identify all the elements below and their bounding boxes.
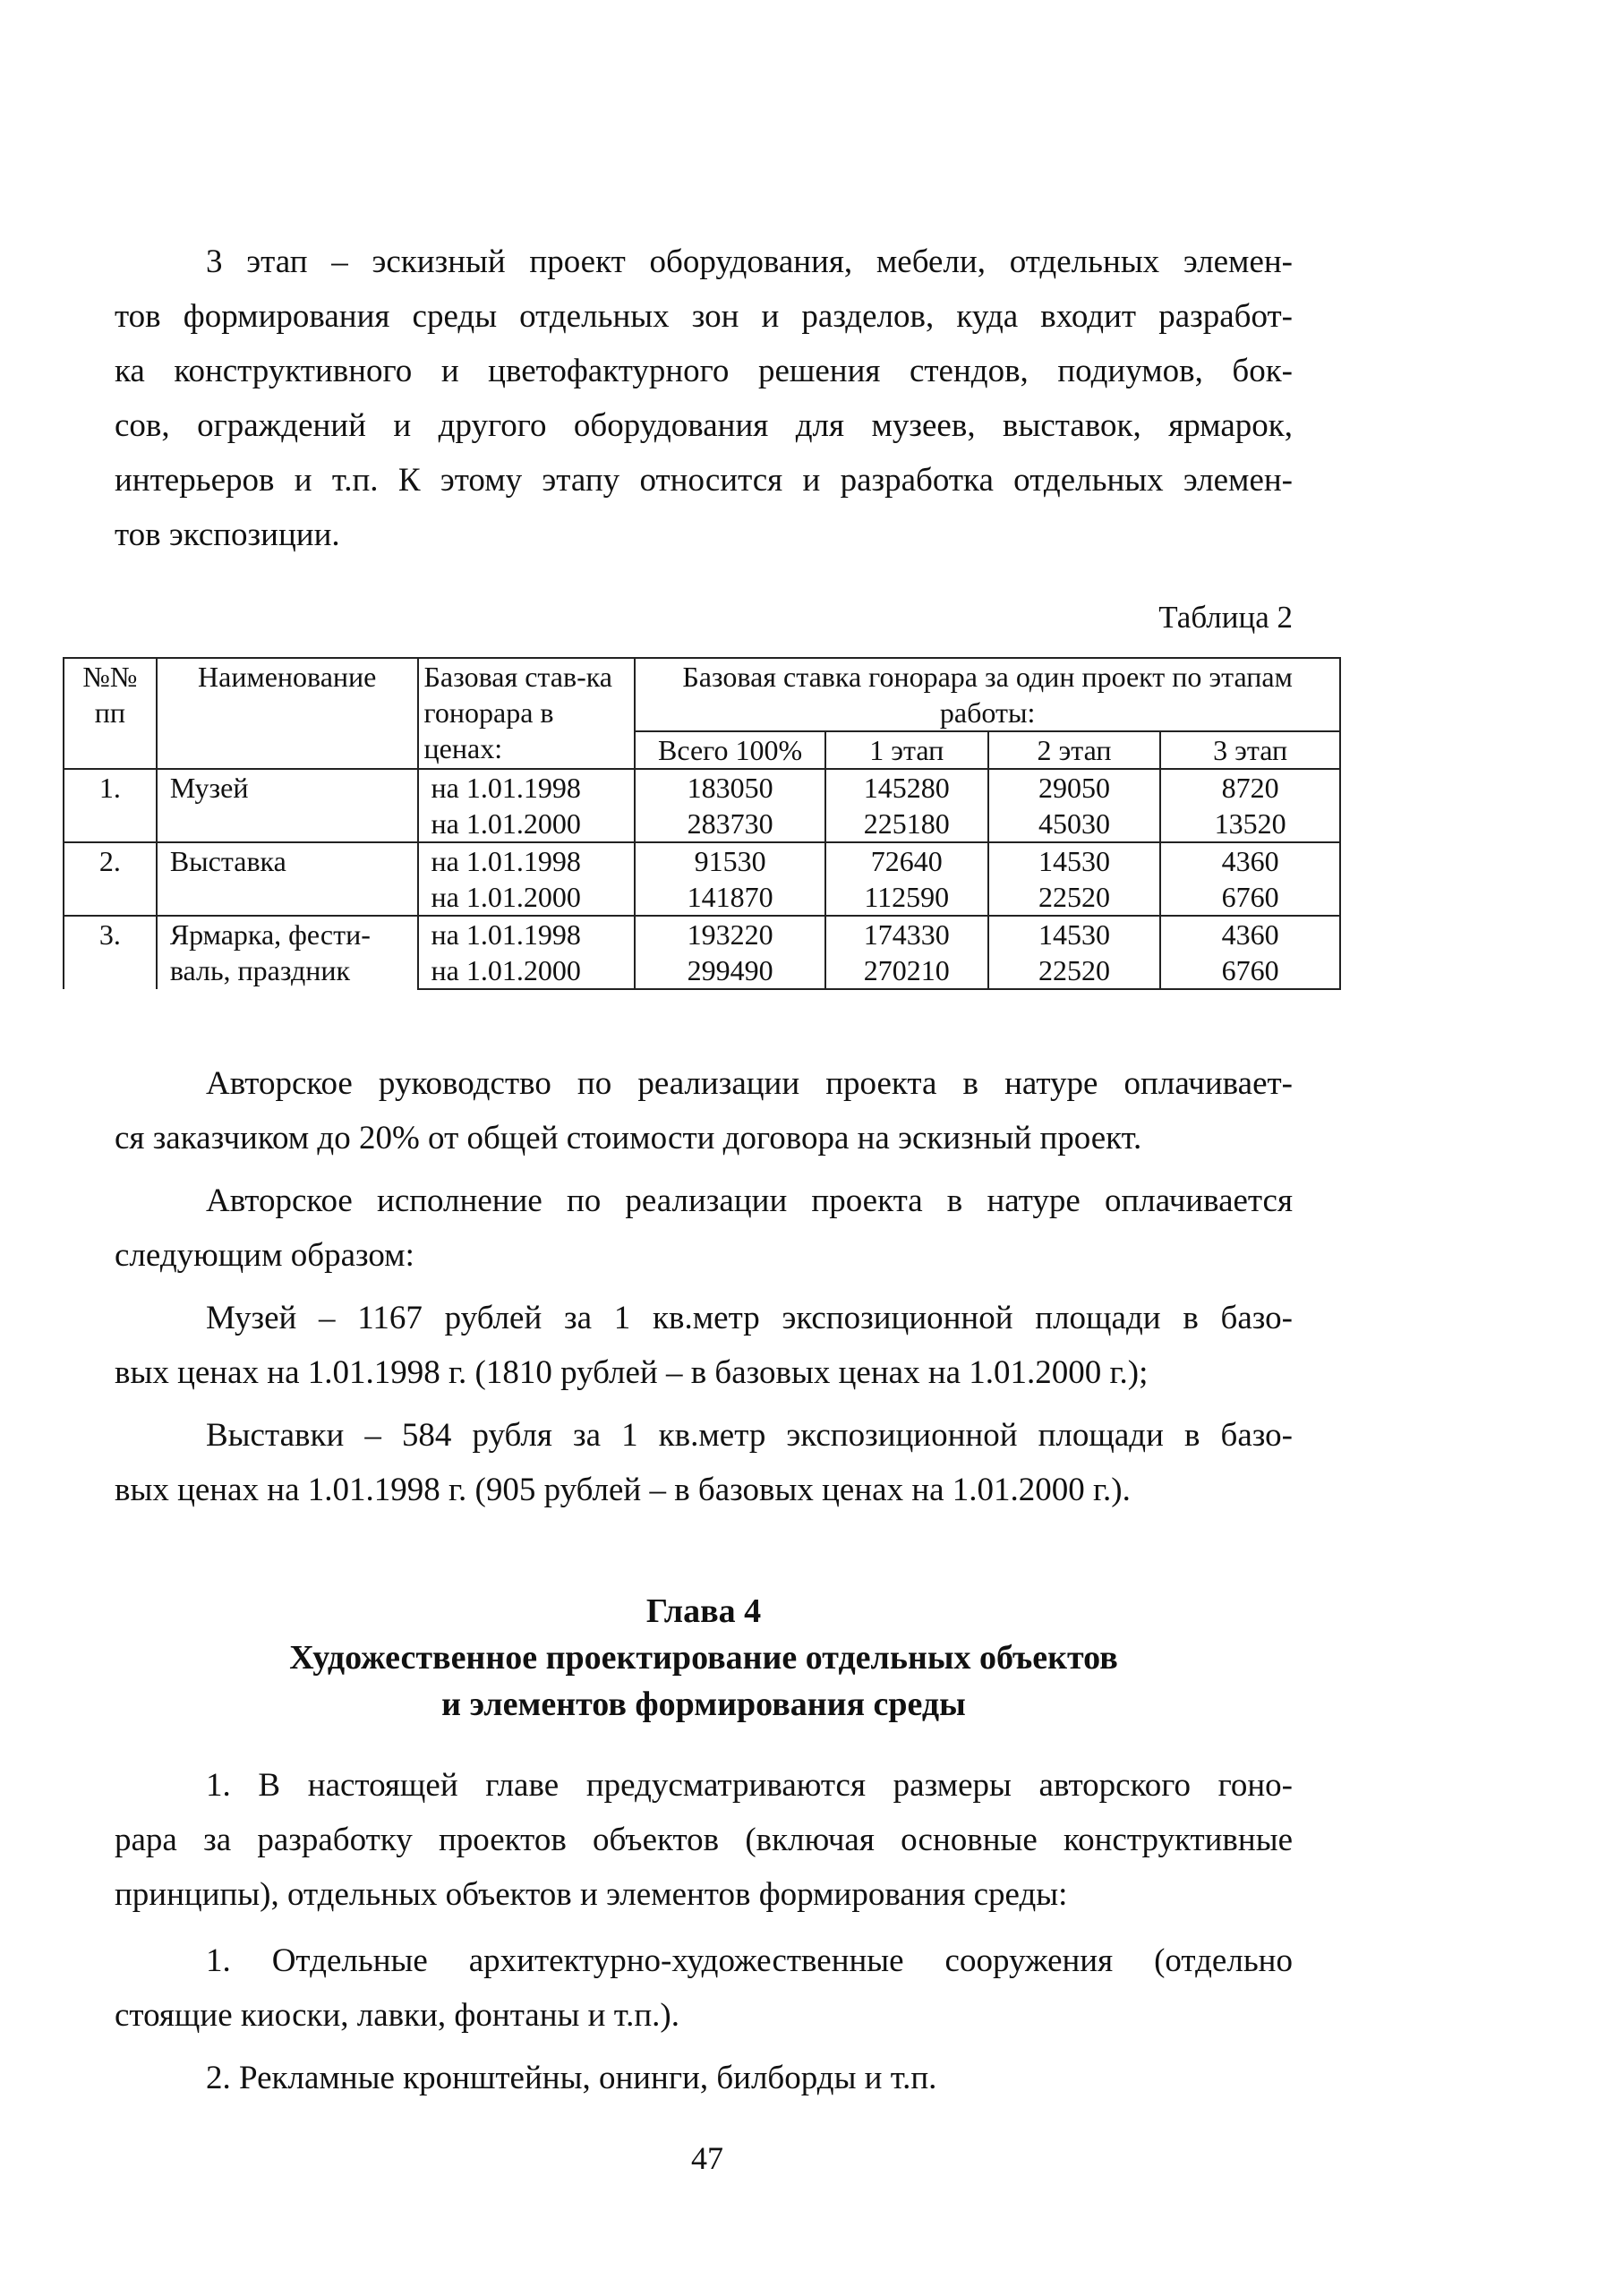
- table-caption: Таблица 2: [1158, 600, 1293, 635]
- text-line: вых ценах на 1.01.1998 г. (1810 рублей – в базовых ценах на 1.01.2000 г.);: [115, 1354, 1149, 1391]
- row-stage3: 13520: [1160, 806, 1340, 842]
- row-stage2: 22520: [988, 879, 1161, 916]
- paragraph-item-1: [115, 1933, 1293, 2043]
- paragraph-execution: [115, 1174, 1293, 1283]
- table-row: [64, 769, 1340, 806]
- row-date: на 1.01.2000: [418, 806, 636, 842]
- page-number: 47: [691, 2140, 723, 2176]
- text-line: Авторское руководство по реализации проекта в натуре оплачивает-: [206, 1065, 1293, 1102]
- text-line: тов формирования среды отдельных зон и разделов, куда входит разработ-: [115, 298, 1293, 335]
- row-date: на 1.01.2000: [418, 952, 636, 989]
- row-total: 193220: [635, 916, 825, 952]
- text-line: принципы), отдельных объектов и элементов формирования среды:: [115, 1876, 1068, 1913]
- text-line: рара за разработку проектов объектов (включая основные конструктивные: [115, 1822, 1293, 1858]
- row-stage1: 174330: [825, 916, 988, 952]
- paragraph-supervision: [115, 1056, 1293, 1165]
- table-row: [64, 842, 1340, 879]
- paragraph-item-2: [115, 2051, 1293, 2105]
- row-date: на 1.01.1998: [418, 916, 636, 952]
- row-date: на 1.01.1998: [418, 769, 636, 806]
- row-name: Музей: [157, 769, 418, 842]
- row-total: 283730: [635, 806, 825, 842]
- row-total: 91530: [635, 842, 825, 879]
- chapter-title-line-1: Художественное проектирование отдельных объектов: [289, 1639, 1118, 1677]
- row-stage2: 45030: [988, 806, 1161, 842]
- row-stage1: 225180: [825, 806, 988, 842]
- row-stage3: 4360: [1160, 916, 1340, 952]
- chapter-number: Глава 4: [645, 1592, 762, 1630]
- text-line: Музей – 1167 рублей за 1 кв.метр экспозиционной площади в базо-: [206, 1300, 1293, 1336]
- text-line: Выставки – 584 рубля за 1 кв.метр экспозиционной площади в базо-: [206, 1417, 1293, 1454]
- text-line: Авторское исполнение по реализации проекта в натуре оплачивается: [206, 1182, 1293, 1219]
- row-stage1: 145280: [825, 769, 988, 806]
- row-num: 2.: [64, 842, 157, 916]
- paragraph-chapter-intro: [115, 1758, 1293, 1922]
- header-num: №№ пп: [64, 658, 157, 769]
- table-row: [64, 916, 1340, 952]
- header-stage1: 1 этап: [825, 731, 988, 769]
- header-base: Базовая став-ка гонорара в ценах:: [418, 658, 636, 769]
- row-stage3: 8720: [1160, 769, 1340, 806]
- row-stage2: 22520: [988, 952, 1161, 989]
- text-line: стоящие киоски, лавки, фонтаны и т.п.).: [115, 1997, 679, 2034]
- row-stage3: 6760: [1160, 952, 1340, 989]
- header-group: Базовая ставка гонорара за один проект по этапам работы:: [635, 658, 1340, 731]
- row-name: Выставка: [157, 842, 418, 916]
- row-stage2: 14530: [988, 842, 1161, 879]
- header-name: Наименование: [157, 658, 418, 769]
- row-date: на 1.01.2000: [418, 879, 636, 916]
- row-stage2: 29050: [988, 769, 1161, 806]
- row-stage1: 270210: [825, 952, 988, 989]
- text-line: 3 этап – эскизный проект оборудования, мебели, отдельных элемен-: [206, 243, 1293, 280]
- row-total: 183050: [635, 769, 825, 806]
- text-line: интерьеров и т.п. К этому этапу относится и разработка отдельных элемен-: [115, 462, 1293, 499]
- table-header-row: [64, 658, 1340, 731]
- row-name: Ярмарка, фести-валь, праздник: [157, 916, 418, 989]
- header-stage3: 3 этап: [1160, 731, 1340, 769]
- paragraph-exhibitions: [115, 1408, 1293, 1517]
- row-date: на 1.01.1998: [418, 842, 636, 879]
- text-line: 2. Рекламные кронштейны, онинги, билборды и т.п.: [206, 2060, 937, 2096]
- text-line: вых ценах на 1.01.1998 г. (905 рублей – в базовых ценах на 1.01.2000 г.).: [115, 1472, 1131, 1508]
- paragraph-museum: [115, 1291, 1293, 1400]
- row-stage3: 6760: [1160, 879, 1340, 916]
- fee-table: [63, 657, 1341, 990]
- text-line: 1. В настоящей главе предусматриваются размеры авторского гоно-: [206, 1767, 1293, 1804]
- row-total: 299490: [635, 952, 825, 989]
- text-line: 1. Отдельные архитектурно-художественные сооружения (отдельно: [206, 1942, 1293, 1979]
- text-line: следующим образом:: [115, 1237, 414, 1274]
- text-line: ся заказчиком до 20% от общей стоимости договора на эскизный проект.: [115, 1120, 1142, 1157]
- row-num: 1.: [64, 769, 157, 842]
- text-line: сов, ограждений и другого оборудования для музеев, выставок, ярмарок,: [115, 407, 1293, 444]
- header-stage2: 2 этап: [988, 731, 1161, 769]
- intro-paragraph: [115, 235, 1293, 562]
- row-stage1: 112590: [825, 879, 988, 916]
- text-line: ка конструктивного и цветофактурного решения стендов, подиумов, бок-: [115, 353, 1293, 389]
- row-stage2: 14530: [988, 916, 1161, 952]
- row-total: 141870: [635, 879, 825, 916]
- row-stage1: 72640: [825, 842, 988, 879]
- row-num: 3.: [64, 916, 157, 989]
- header-total: Всего 100%: [635, 731, 825, 769]
- row-stage3: 4360: [1160, 842, 1340, 879]
- text-line: тов экспозиции.: [115, 516, 340, 553]
- chapter-title-line-2: и элементов формирования среды: [441, 1686, 966, 1723]
